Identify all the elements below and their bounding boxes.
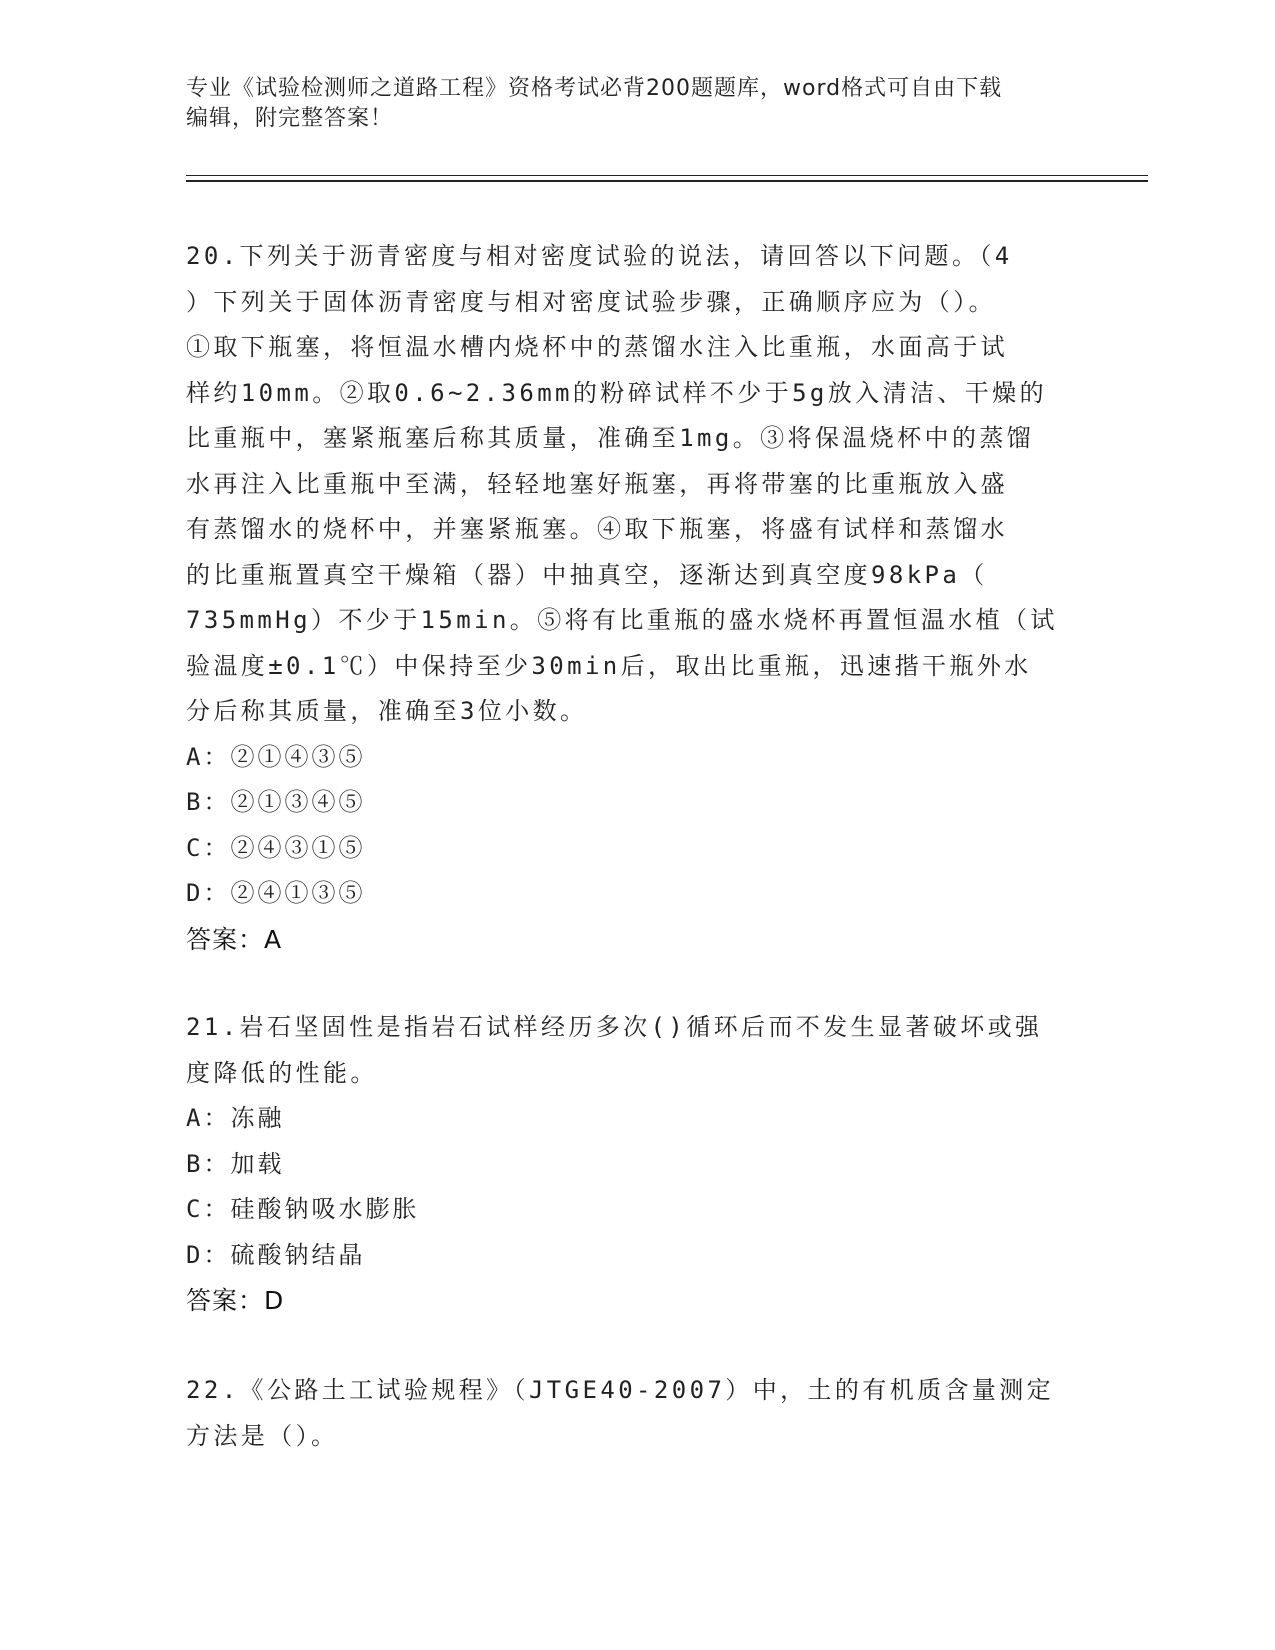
question-text-line: 735mmHg）不少于15min。⑤将有比重瓶的盛水烧杯再置恒温水植（试 <box>186 606 1058 634</box>
header-divider-thin <box>186 175 1148 176</box>
option-d: D：②④①③⑤ <box>186 879 366 907</box>
option-d: D：硫酸钠结晶 <box>186 1240 366 1269</box>
question-text-line: 21.岩石坚固性是指岩石试样经历多次()循环后而不发生显著破坏或强 <box>186 1013 1043 1041</box>
question-text-line: 方法是（）。 <box>186 1421 339 1450</box>
question-text-line: ①取下瓶塞，将恒温水槽内烧杯中的蒸馏水注入比重瓶，水面高于试 <box>186 333 1008 361</box>
option-c: C：②④③①⑤ <box>186 833 366 862</box>
question-text-line: 样约10mm。②取0.6~2.36mm的粉碎试样不少于5g放入清洁、干燥的 <box>186 378 1047 407</box>
question-21 <box>186 1005 1086 1324</box>
question-text-line: ）下列关于固体沥青密度与相对密度试验步骤，正确顺序应为（）。 <box>186 287 996 316</box>
option-c: C：硅酸钠吸水膨胀 <box>186 1195 420 1223</box>
question-text-line: 的比重瓶置真空干燥箱（器）中抽真空，逐渐达到真空度98kPa（ <box>186 560 988 589</box>
question-text-line: 水再注入比重瓶中至满，轻轻地塞好瓶塞，再将带塞的比重瓶放入盛 <box>186 469 1008 498</box>
option-b: B：加载 <box>186 1149 285 1178</box>
question-text-line: 20.下列关于沥青密度与相对密度试验的说法，请回答以下问题。（4 <box>186 242 1013 270</box>
document-header <box>186 74 1066 134</box>
question-text-line: 比重瓶中，塞紧瓶塞后称其质量，准确至1mg。③将保温烧杯中的蒸馏 <box>186 424 1035 452</box>
question-20 <box>186 234 1086 962</box>
question-text-line: 度降低的性能。 <box>186 1058 378 1087</box>
header-title-line-1: 专业《试验检测师之道路工程》资格考试必背200题题库，word格式可自由下载 <box>186 76 1003 101</box>
option-a: A：②①④③⑤ <box>186 742 366 771</box>
option-b: B：②①③④⑤ <box>186 788 366 816</box>
question-text-line: 22.《公路土工试验规程》（JTGE40-2007）中，土的有机质含量测定 <box>186 1376 1055 1404</box>
answer-line: 答案：A <box>186 924 283 954</box>
question-text-line: 验温度±0.1℃）中保持至少30min后，取出比重瓶，迅速揩干瓶外水 <box>186 651 1032 680</box>
answer-line: 答案：D <box>186 1286 285 1315</box>
question-text-line: 有蒸馏水的烧杯中，并塞紧瓶塞。④取下瓶塞，将盛有试样和蒸馏水 <box>186 515 1008 543</box>
question-text-line: 分后称其质量，准确至3位小数。 <box>186 697 588 725</box>
header-divider-thick <box>186 180 1148 182</box>
option-a: A：冻融 <box>186 1104 285 1132</box>
question-22 <box>186 1368 1086 1459</box>
header-title-line-2: 编辑，附完整答案！ <box>186 106 394 131</box>
